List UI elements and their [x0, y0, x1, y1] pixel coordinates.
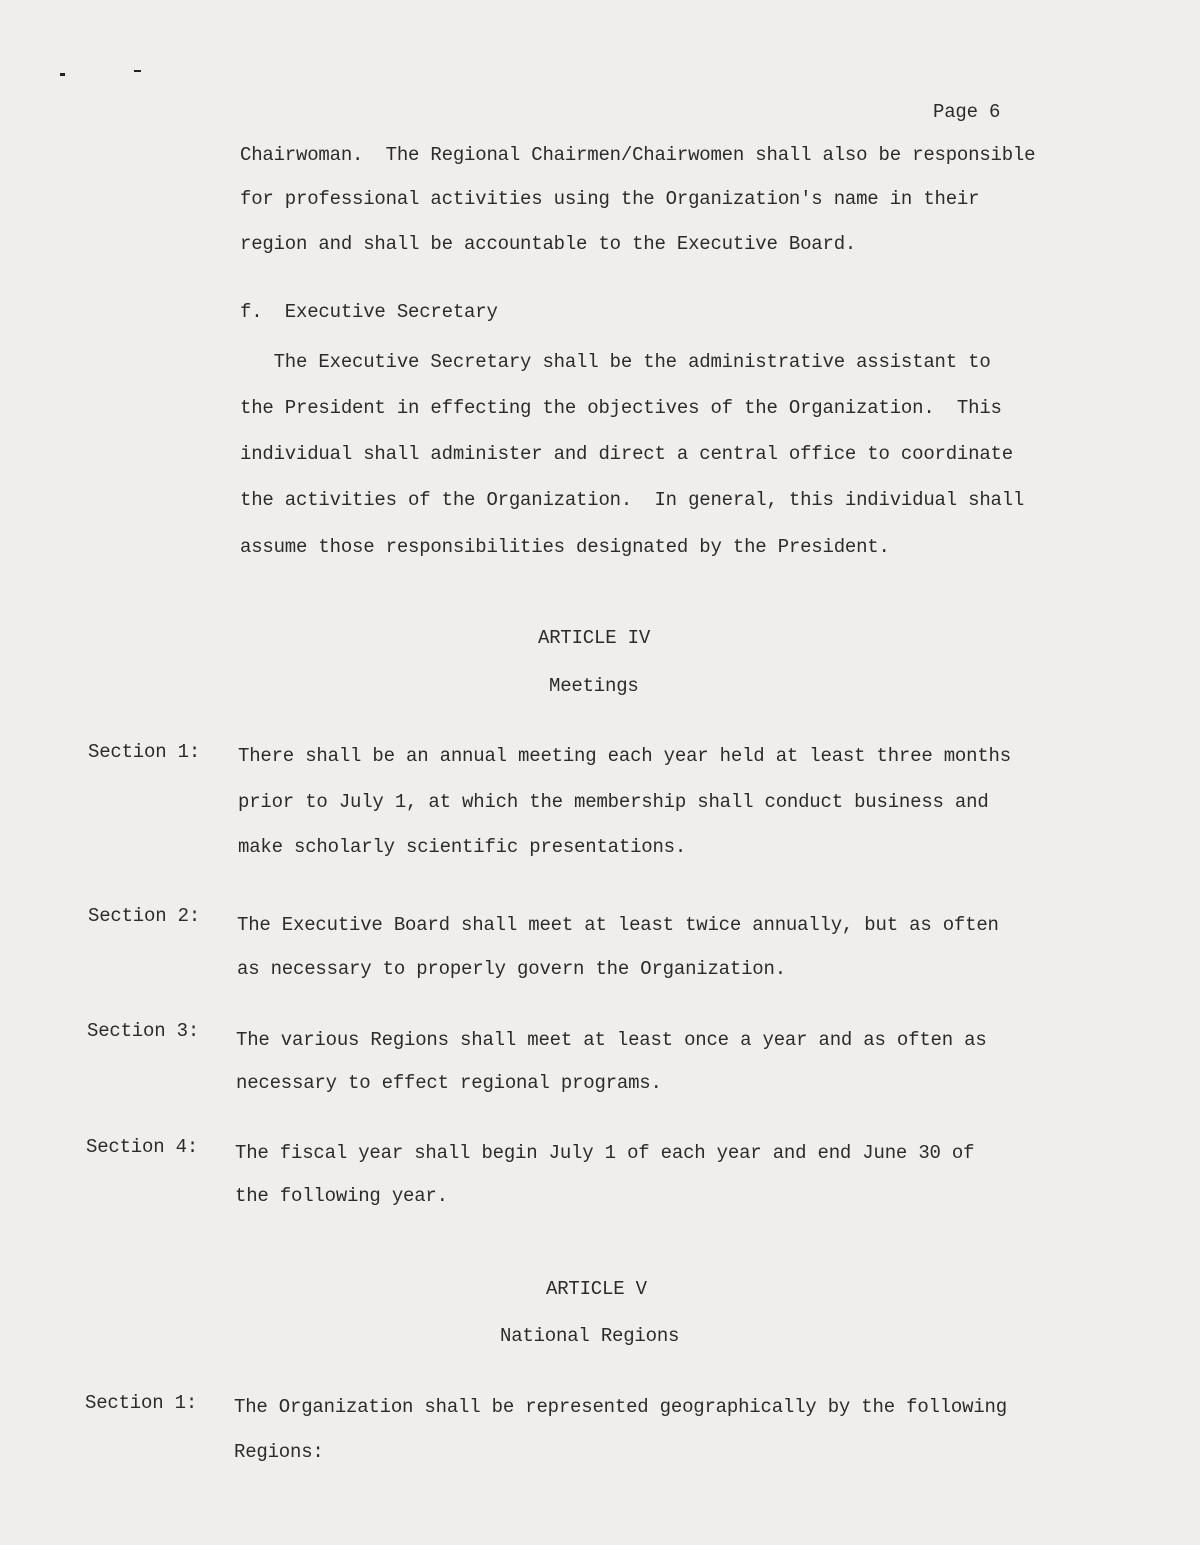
body-line: Chairwoman. The Regional Chairmen/Chairwomen shall also be responsible [240, 144, 1036, 166]
article-subtitle: National Regions [500, 1325, 680, 1347]
body-line: The fiscal year shall begin July 1 of each year and end June 30 of [235, 1142, 975, 1164]
scan-mark [60, 73, 65, 76]
section-label: Section 3: [87, 1020, 200, 1042]
body-line: as necessary to properly govern the Organization. [237, 958, 786, 980]
body-line: for professional activities using the Organization's name in their [240, 188, 980, 210]
scan-mark [134, 70, 141, 72]
body-line: region and shall be accountable to the Executive Board. [240, 233, 857, 255]
body-line: The Organization shall be represented geographically by the following [234, 1396, 1007, 1418]
body-line: make scholarly scientific presentations. [238, 836, 687, 858]
section-label: Section 1: [88, 741, 201, 763]
section-label: Section 4: [86, 1136, 199, 1158]
body-line: There shall be an annual meeting each year held at least three months [238, 745, 1011, 767]
body-line: the activities of the Organization. In general, this individual shall [240, 489, 1025, 511]
article-subtitle: Meetings [549, 675, 639, 697]
article-title: ARTICLE V [546, 1278, 647, 1300]
body-line: the following year. [235, 1185, 448, 1207]
body-line: The Executive Board shall meet at least twice annually, but as often [237, 914, 999, 936]
page-number: Page 6 [933, 101, 1001, 123]
section-label: Section 1: [85, 1392, 198, 1414]
body-line: necessary to effect regional programs. [236, 1072, 662, 1094]
body-line: the President in effecting the objectives of the Organization. This [240, 397, 1002, 419]
body-line: Regions: [234, 1441, 324, 1463]
body-line: The various Regions shall meet at least once a year and as often as [236, 1029, 987, 1051]
subsection-heading: f. Executive Secretary [240, 301, 498, 323]
section-label: Section 2: [88, 905, 201, 927]
body-line: individual shall administer and direct a central office to coordinate [240, 443, 1013, 465]
article-title: ARTICLE IV [538, 627, 651, 649]
body-line: assume those responsibilities designated by the President. [240, 536, 890, 558]
body-line: prior to July 1, at which the membership shall conduct business and [238, 791, 989, 813]
body-line: The Executive Secretary shall be the administrative assistant to [240, 351, 991, 373]
